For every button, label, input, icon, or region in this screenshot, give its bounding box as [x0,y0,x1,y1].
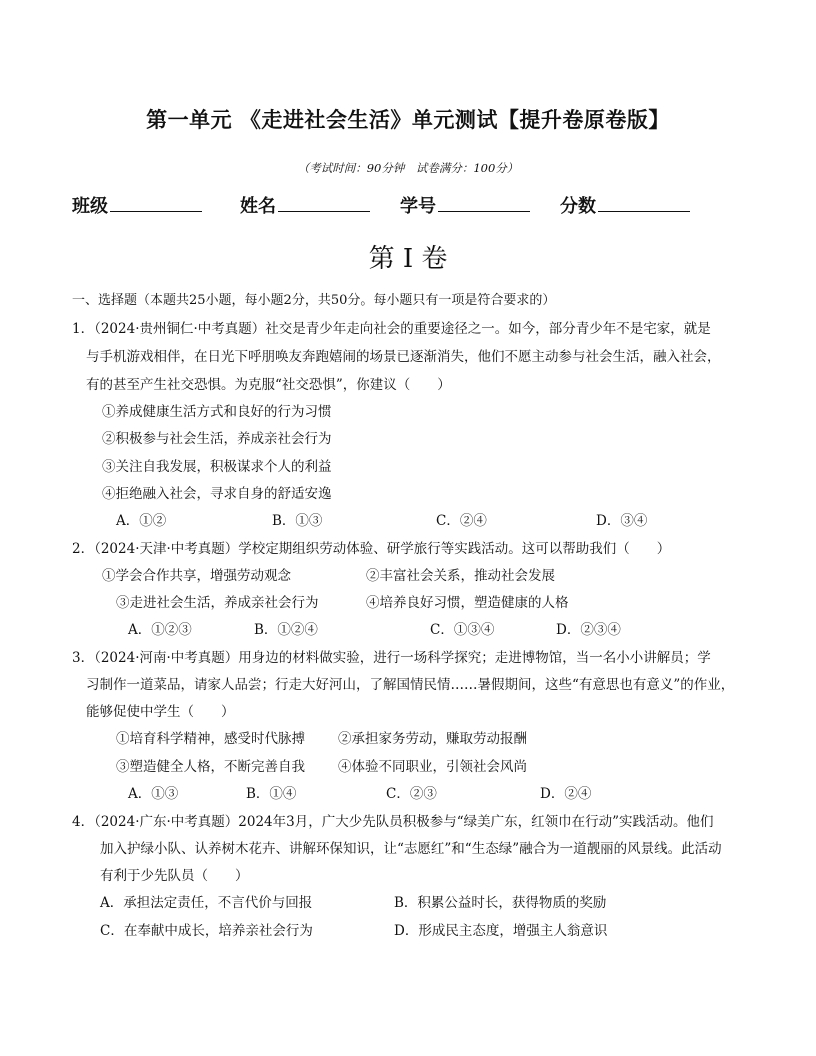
question-3-option-b[interactable]: B．①④ [246,786,297,802]
question-3-option-a[interactable]: A．①③ [128,786,179,802]
question-3-item: ④体验不同职业，引领社会风尚 [338,759,527,775]
question-3-line: 能够促使中学生（ ） [86,704,235,720]
question-4-option-c[interactable]: C．在奉献中成长，培养亲社会行为 [100,923,313,939]
name-blank[interactable] [278,193,370,212]
question-3-item: ②承担家务劳动，赚取劳动报酬 [338,731,527,747]
question-1-line: 与手机游戏相伴，在日光下呼朋唤友奔跑嬉闹的场景已逐渐消失，他们不愿主动参与社会生活，融入社会， [86,349,721,365]
question-2-item: ④培养良好习惯，塑造健康的人格 [366,595,569,611]
page-title: 第一单元 《走进社会生活》单元测试【提升卷原卷版】 [146,108,670,132]
question-2-option-a[interactable]: A．①②③ [128,622,192,638]
id-blank[interactable] [438,193,530,212]
question-2-item: ①学会合作共享，增强劳动观念 [102,568,291,584]
name-label: 姓名 [240,196,276,217]
question-4-option-d[interactable]: D．形成民主态度，增强主人翁意识 [394,923,608,939]
question-4-line: 加入护绿小队、认养树木花卉、讲解环保知识，让“志愿红”和“生态绿”融合为一道靓丽的风景线。此活动 [100,841,722,857]
score-field [560,192,690,218]
question-1-option-c[interactable]: C．②④ [436,513,487,529]
section-heading: 一、选择题（本题共25小题，每小题2分，共50分。每小题只有一项是符合要求的） [72,293,556,308]
question-1-item: ④拒绝融入社会，寻求自身的舒适安逸 [102,486,332,502]
question-2-option-d[interactable]: D．②③④ [556,622,621,638]
id-label: 学号 [400,196,436,217]
question-2-item: ③走进社会生活，养成亲社会行为 [116,595,319,611]
question-1-line: 1．（2024·贵州铜仁·中考真题）社交是青少年走向社会的重要途径之一。如今，部分青少年不是宅家，就是 [72,321,711,337]
exam-subtitle: （考试时间：90分钟 试卷满分：100分） [297,161,519,175]
question-2-option-b[interactable]: B．①②④ [254,622,318,638]
question-3-item: ③塑造健全人格，不断完善自我 [116,759,305,775]
question-1-option-a[interactable]: A．①② [116,513,167,529]
question-4-line: 有利于少先队员（ ） [100,868,249,884]
question-4-option-a[interactable]: A．承担法定责任，不言代价与回报 [100,895,313,911]
question-1-option-d[interactable]: D．③④ [596,513,648,529]
question-2-item: ②丰富社会关系，推动社会发展 [366,568,555,584]
question-1-line: 有的甚至产生社交恐惧。为克服“社交恐惧”，你建议（ ） [86,377,451,393]
question-2-line: 2．（2024·天津·中考真题）学校定期组织劳动体验、研学旅行等实践活动。这可以帮助我们（ ） [72,541,671,557]
question-1-item: ③关注自我发展，积极谋求个人的利益 [102,459,332,475]
question-1-option-b[interactable]: B．①③ [272,513,323,529]
question-3-item: ①培育科学精神，感受时代脉搏 [116,731,305,747]
score-blank[interactable] [598,193,690,212]
question-4-option-b[interactable]: B．积累公益时长，获得物质的奖励 [394,895,607,911]
class-label: 班级 [72,196,108,217]
class-field [72,192,202,218]
question-3-line: 3．（2024·河南·中考真题）用身边的材料做实验，进行一场科学探究；走进博物馆，当一名小小讲解员；学 [72,650,711,666]
question-3-line: 习制作一道菜品，请家人品尝；行走大好河山，了解国情民情……暑假期间，这些“有意思也有意义”的作业， [86,677,735,693]
score-label: 分数 [560,196,596,217]
name-field [240,192,370,218]
question-1-item: ②积极参与社会生活，养成亲社会行为 [102,431,332,447]
question-1-item: ①养成健康生活方式和良好的行为习惯 [102,404,332,420]
question-3-option-c[interactable]: C．②③ [386,786,437,802]
question-3-option-d[interactable]: D．②④ [540,786,592,802]
id-field [400,192,530,218]
question-4-line: 4．（2024·广东·中考真题）2024年3月，广大少先队员积极参与“绿美广东，红领巾在行动”实践活动。他们 [72,814,714,830]
question-2-option-c[interactable]: C．①③④ [430,622,495,638]
volume-heading: 第 I 卷 [368,244,448,274]
class-blank[interactable] [110,193,202,212]
